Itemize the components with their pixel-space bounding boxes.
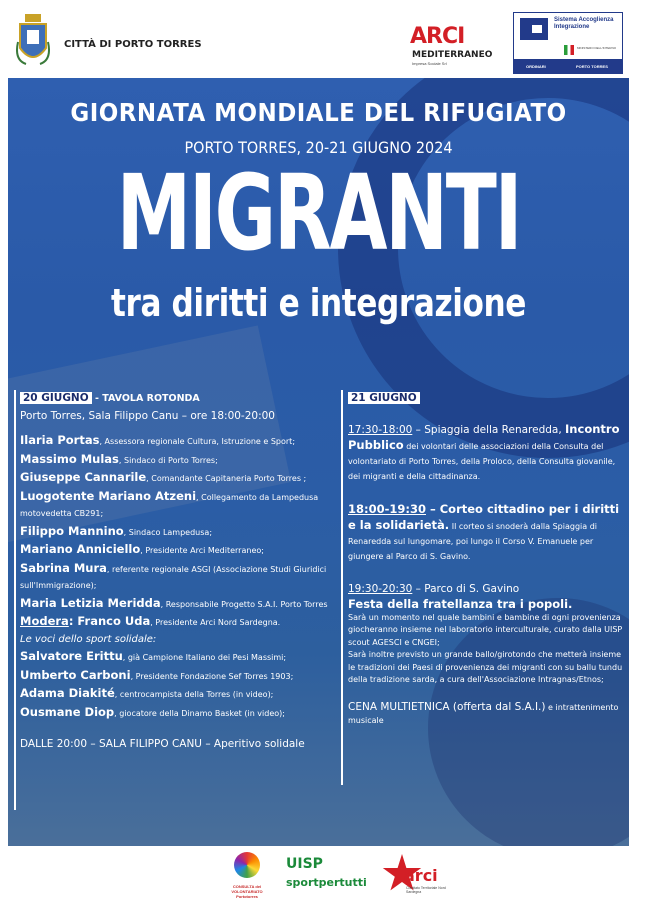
footer-logos	[8, 846, 629, 912]
person-item	[20, 451, 338, 470]
subtitle: tra diritti e integrazione	[111, 281, 526, 325]
person-item	[20, 488, 338, 523]
person-item	[20, 469, 338, 488]
e2-time: 18:00-19:30	[348, 501, 426, 516]
day1-event: - TAVOLA ROTONDA	[91, 393, 200, 404]
uisp-word: UISP	[286, 856, 323, 872]
person-role: , Presidente Fondazione Sef Torres 1903;	[130, 671, 294, 681]
e1-place: – Spiaggia della Renaredda,	[412, 423, 566, 436]
cena-text: e intrattenimento musicale	[348, 702, 619, 725]
person-name: Umberto Carboni	[20, 667, 131, 682]
person-name: Adama Diakité	[20, 686, 115, 700]
person-role: , giocatore della Dinamo Basket (in video);	[114, 708, 285, 718]
person-name: Filippo Mannino	[20, 523, 124, 538]
sai-ministry: MINISTERO DELL'INTERNO	[577, 46, 617, 50]
person-role: , Collegamento da Lampedusa motovedetta CB291;	[20, 492, 319, 518]
person-name: Salvatore Erittu	[20, 649, 123, 663]
sai-bar	[514, 59, 622, 73]
person-name: Ousmane Diop	[20, 704, 115, 719]
flower-icon	[234, 852, 260, 878]
sai-logo	[513, 12, 623, 74]
sai-mark-icon	[520, 18, 548, 40]
person-role: , Sindaco Lampedusa;	[123, 527, 213, 537]
e2-title: – Corteo cittadino per i diritti e la solidarietà.	[348, 501, 620, 532]
person-name: Maria Letizia Meridda	[20, 595, 161, 610]
right-divider	[341, 390, 343, 785]
sai-bar-right: PORTO TORRES	[576, 64, 608, 69]
person-role: , Sindaco di Porto Torres;	[118, 455, 218, 465]
person-role: , Presidente Arci Mediterraneo;	[140, 546, 264, 555]
day2-column	[348, 390, 623, 727]
day1-label: 20 GIUGNO	[20, 392, 92, 404]
person-item	[20, 685, 338, 704]
person-name: Massimo Mulas	[20, 451, 119, 466]
sai-title: Sistema Accoglienza Integrazione	[554, 17, 614, 30]
italy-flag-icon	[564, 45, 574, 55]
arci-logo-sub2: Impresa Sociale Srl	[412, 61, 447, 66]
city-name: CITTÀ DI PORTO TORRES	[64, 39, 202, 50]
arci-nord-sub: Comitato Territoriale Nord Sardegna	[406, 886, 446, 894]
event-date: PORTO TORRES, 20-21 GIUGNO 2024	[184, 138, 453, 157]
person-item	[20, 523, 338, 542]
arci-nord-word: arci	[404, 866, 438, 885]
moderator-name: : Franco Uda	[68, 614, 151, 628]
sai-bar-left: ORDINARI	[526, 64, 546, 69]
e2-text: Il corteo si snoderà dalla Spiaggia di Renaredda sul lungomare, poi lungo il Corso V. Emanuele per giungere al Parco di S. Gavino.	[348, 521, 597, 561]
cena-title: CENA MULTIETNICA (offerta dal S.A.I.)	[348, 700, 546, 713]
consulta-text: CONSULTA del VOLONTARIATO Portotorres	[231, 884, 263, 899]
person-role: , referente regionale ASGI (Associazione Studi Giuridici sull'Immigrazione);	[20, 564, 327, 590]
left-divider	[14, 390, 16, 810]
person-item	[20, 667, 338, 686]
moderator-role: , Presidente Arci Nord Sardegna.	[150, 618, 281, 627]
e3-text1: Sarà un momento nel quale bambini e bambine di ogni provenienza giocheranno insieme nel laboratorio interculturale, curato dalla UISP scout AGESCI e CNGEI;	[348, 612, 623, 647]
arci-logo-sub: MEDITERRANEO	[412, 50, 493, 60]
person-item	[20, 704, 338, 723]
header-bar	[8, 8, 629, 78]
day1-place: Porto Torres, Sala Filippo Canu – ore 18:00-20:00	[20, 409, 275, 422]
person-item	[20, 560, 338, 595]
e1-title: Incontro Pubblico	[348, 421, 620, 452]
e1-text: dei volontari delle associazioni della Consulta del volontariato di Porto Torres, della Proloco, della Consulta giovanile, dei migranti e della cittadinanza.	[348, 441, 616, 481]
e3-title: Festa della fratellanza tra i popoli.	[348, 596, 573, 611]
e3-text2: Sarà inoltre previsto un grande ballo/girotondo che metterà insieme le tradizioni dei Paesi di provenienza dei migranti con su ballu tundu della tradizione sarda, a cura dell'Associazione Intragnas/Etnos;	[348, 650, 623, 684]
uisp-logo	[286, 856, 370, 900]
e3-place: – Parco di S. Gavino	[412, 582, 520, 595]
uisp-tagline: sportpertutti	[286, 876, 367, 889]
arci-logo-word: ARCI	[410, 24, 465, 49]
e3-time: 19:30-20:30	[348, 582, 413, 595]
aperitivo: DALLE 20:00 – SALA FILIPPO CANU – Aperitivo solidale	[20, 738, 305, 750]
e1-time: 17:30-18:00	[348, 423, 413, 436]
person-role: , Assessora regionale Cultura, Istruzione e Sport;	[99, 437, 296, 446]
city-crest-icon	[16, 12, 50, 68]
arci-mediterraneo-logo	[398, 22, 503, 70]
headline: MIGRANTI	[116, 152, 521, 274]
athletes-list	[20, 648, 338, 722]
day1-column	[20, 390, 338, 753]
person-item	[20, 648, 338, 667]
person-name: Mariano Anniciello	[20, 542, 141, 556]
person-name: Giuseppe Cannarile	[20, 470, 147, 484]
person-item	[20, 541, 338, 560]
person-role: , Responsabile Progetto S.A.I. Porto Torres	[160, 599, 328, 609]
person-item	[20, 595, 338, 614]
event-title: GIORNATA MONDIALE DEL RIFUGIATO	[70, 98, 567, 127]
day2-label: 21 GIUGNO	[348, 392, 420, 404]
person-name: Ilaria Portas	[20, 433, 100, 447]
poster-body	[8, 78, 629, 846]
moderator-label: Modera	[20, 614, 69, 628]
voices-label: Le voci dello sport solidale:	[20, 633, 157, 645]
person-name: Sabrina Mura	[20, 560, 107, 575]
person-role: , già Campione Italiano dei Pesi Massimi;	[122, 653, 287, 662]
person-name: Luogotente Mariano Atzeni	[20, 488, 197, 503]
arci-nord-logo	[380, 852, 450, 908]
speakers-list	[20, 432, 338, 613]
consulta-logo	[222, 850, 272, 908]
person-item	[20, 432, 338, 451]
person-role: , centrocampista della Torres (in video);	[114, 690, 274, 699]
person-role: , Comandante Capitaneria Porto Torres ;	[146, 474, 307, 483]
